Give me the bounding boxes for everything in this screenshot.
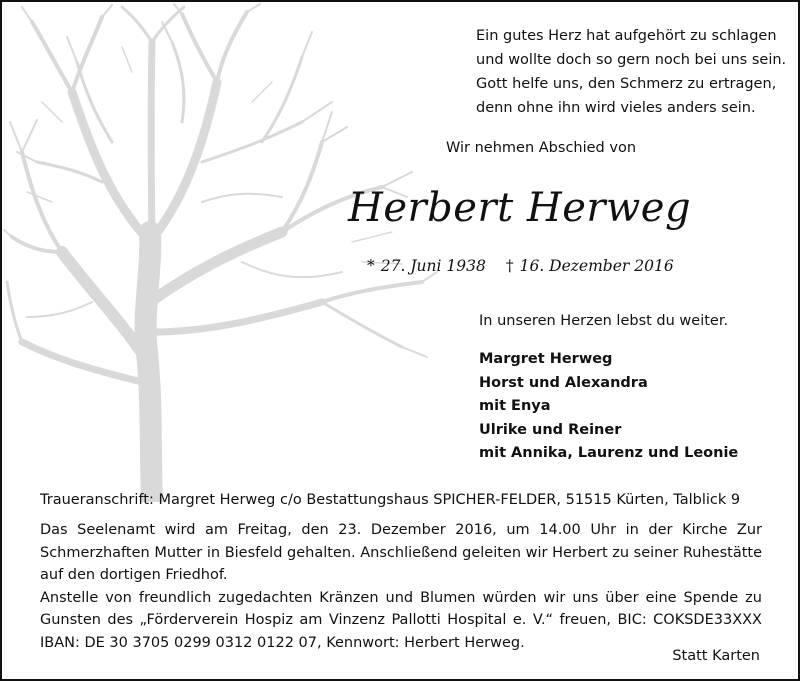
deceased-name: Herbert Herweg xyxy=(348,185,692,231)
mourner: Ulrike und Reiner xyxy=(479,421,622,438)
mourner: mit Annika, Laurenz und Leonie xyxy=(479,445,739,461)
life-dates xyxy=(367,257,674,275)
tree-silhouette-icon xyxy=(2,2,442,502)
mourner: mit Enya xyxy=(479,398,551,414)
death-cross-icon: † xyxy=(505,257,514,275)
poem-line: Gott helfe uns, den Schmerz zu ertragen, xyxy=(476,76,777,92)
closing-note: Statt Karten xyxy=(672,648,760,664)
donation-paragraph: Anstelle von freundlich zugedachten Kränzen und Blumen würden wir uns über eine Spende zu Gunsten des „Förderverein Hospiz am Vinzenz Pallotti Hospital e. V.“ freuen, BIC: COKSDE33XXX IBAN: DE 30 3705 0299 0312 0122 07, Kennwort: Herbert Herweg. xyxy=(40,589,762,651)
mourning-address: Traueranschrift: Margret Herweg c/o Bestattungshaus SPICHER-FELDER, 51515 Kürten, Talblick 9 xyxy=(40,492,741,508)
death-date: 16. Dezember 2016 xyxy=(519,257,674,275)
notice-body xyxy=(40,519,762,654)
poem-line: Ein gutes Herz hat aufgehört zu schlagen xyxy=(476,28,777,44)
birth-date: 27. Juni 1938 xyxy=(380,257,486,275)
poem-line: und wollte doch so gern noch bei uns sein. xyxy=(476,52,787,68)
motto: In unseren Herzen lebst du weiter. xyxy=(479,313,729,329)
birth-symbol: * xyxy=(367,257,375,275)
mourner: Horst und Alexandra xyxy=(479,374,648,391)
farewell-intro: Wir nehmen Abschied von xyxy=(446,140,637,156)
mourner: Margret Herweg xyxy=(479,351,613,367)
mourners-list xyxy=(479,348,738,466)
poem-line: denn ohne ihn wird vieles anders sein. xyxy=(476,100,756,116)
service-paragraph: Das Seelenamt wird am Freitag, den 23. Dezember 2016, um 14.00 Uhr in der Kirche Zur Schmerzhaften Mutter in Biesfeld gehalten. Anschließend geleiten wir Herbert zu seiner Ruhestätte auf den dortigen Friedhof. xyxy=(40,522,762,583)
poem xyxy=(476,24,786,120)
